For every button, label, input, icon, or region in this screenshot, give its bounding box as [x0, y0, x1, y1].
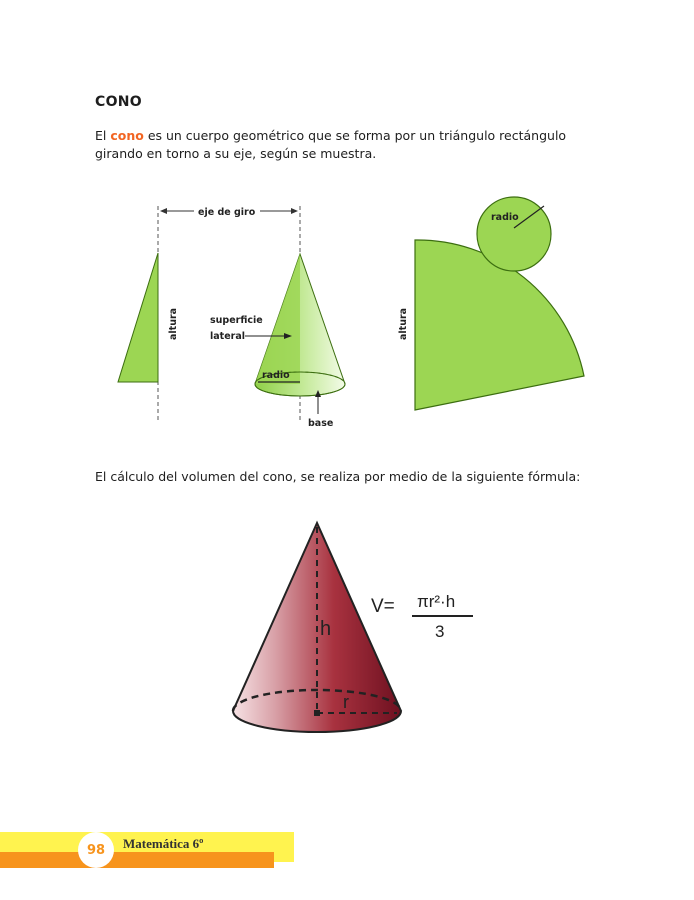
keyword-cono: cono [110, 128, 144, 143]
formula-denominator: 3 [435, 622, 445, 641]
base-label: base [308, 418, 334, 429]
radius-label-cone: radio [262, 370, 290, 381]
footer-orange-band [0, 852, 274, 868]
h-label: h [320, 618, 332, 640]
height-label-left: altura [168, 307, 179, 340]
page-footer [0, 832, 294, 868]
lateral-label-2: lateral [210, 331, 246, 342]
lateral-label-1: superficie [210, 315, 263, 326]
height-label-net: altura [398, 307, 409, 340]
page-number: 98 [78, 832, 114, 868]
intro-prefix: El [95, 128, 111, 143]
formula-numerator: πr²·h [417, 592, 456, 611]
section-title: CONO [95, 94, 142, 110]
base-circle [477, 197, 551, 271]
book-title: Matemática 6º [123, 836, 204, 851]
cone-generation-diagram [110, 188, 590, 438]
formula-lhs: V= [371, 596, 395, 617]
radius-label-circle: radio [491, 212, 519, 223]
cone-volume-diagram [205, 515, 495, 745]
formula-intro: El cálculo del volumen del cono, se realiza por medio de la siguiente fórmula: [95, 469, 581, 484]
r-label: r [343, 692, 349, 712]
axis-label: eje de giro [198, 207, 256, 218]
intro-rest: es un cuerpo geométrico que se forma por un triángulo rectángulo girando en torno a su eje, según se muestra. [95, 128, 567, 161]
right-triangle [118, 253, 158, 382]
intro-paragraph [95, 127, 615, 163]
